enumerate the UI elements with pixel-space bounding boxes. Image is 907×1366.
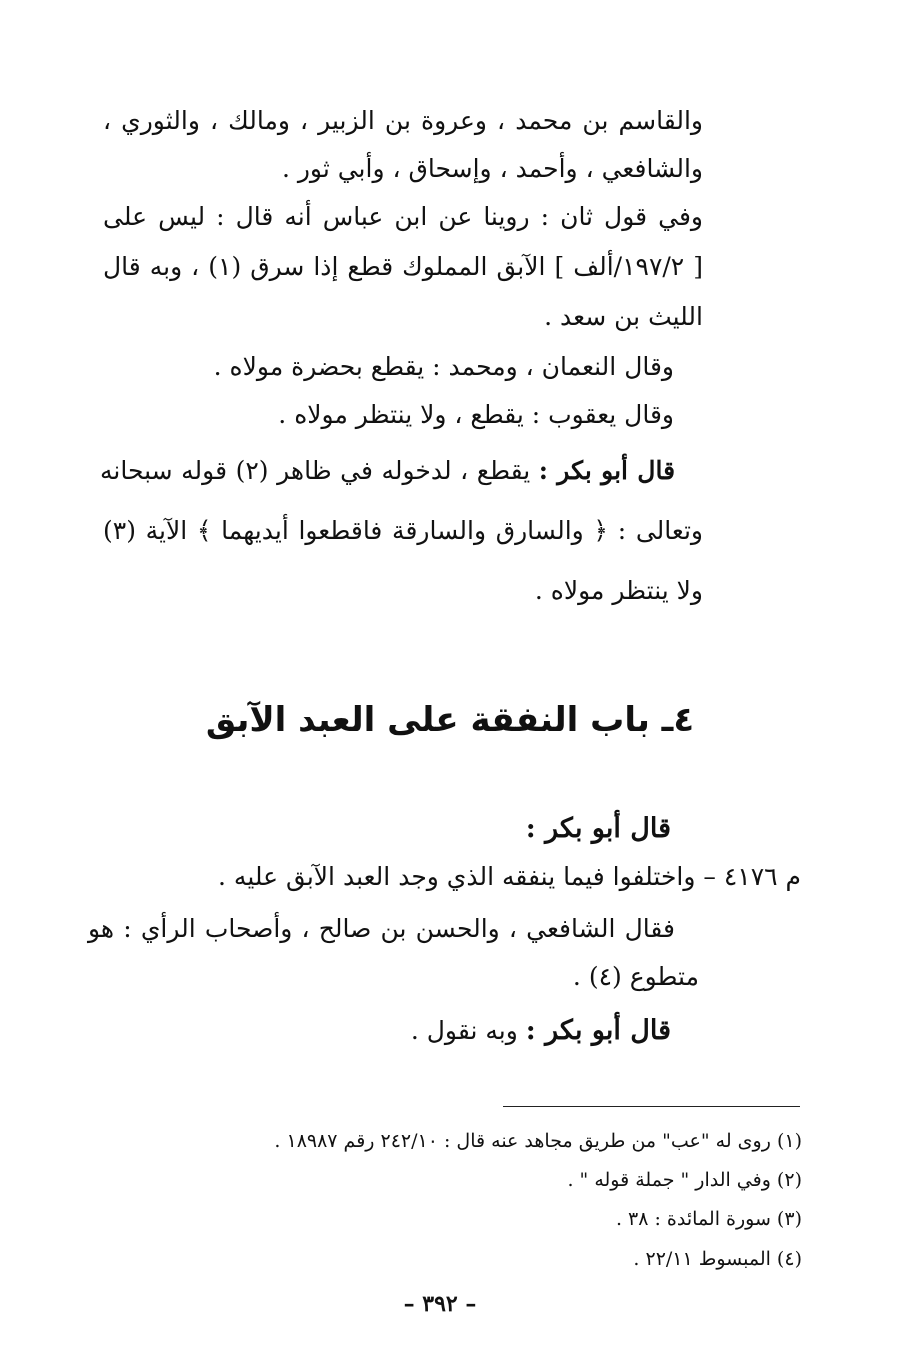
text-line-4: [ ١٩٧/٢/ألف ] الآبق المملوك قطع إذا سرق (١) ، وبه قال (103, 252, 703, 281)
text-line-1: والقاسم بن محمد ، وعروة بن الزبير ، ومالك ، والثوري ، (103, 106, 703, 135)
footnote-1: (١) روى له "عب" من طريق مجاهد عنه قال : ٢٤٢/١٠ رقم ١٨٩٨٧ . (274, 1130, 802, 1152)
text-line-5: الليث بن سعد . (544, 302, 703, 331)
section-line-2: م ٤١٧٦ – واختلفوا فيما ينفقه الذي وجد العبد الآبق عليه . (218, 862, 801, 891)
section-opening: قال أبو بكر : (525, 813, 671, 844)
text-line-3: وفي قول ثان : روينا عن ابن عباس أنه قال : ليس على (103, 202, 703, 231)
text-line-9: وتعالى : ﴿ والسارق والسارقة فاقطعوا أيديهما ﴾ الآية (٣) (103, 516, 703, 545)
abu-bakr-label: قال أبو بكر : (538, 456, 676, 485)
text-line-8 (100, 454, 675, 488)
text-line-2: والشافعي ، وأحمد ، وإسحاق ، وأبي ثور . (281, 154, 703, 183)
text-line-6: وقال النعمان ، ومحمد : يقطع بحضرة مولاه . (213, 352, 674, 381)
chapter-title: ٤ـ باب النفقة على العبد الآبق (205, 700, 695, 740)
section-line-5 (411, 1014, 671, 1048)
footnote-divider (503, 1106, 800, 1107)
footnote-3: (٣) سورة المائدة : ٣٨ . (615, 1208, 802, 1230)
section-line-3: فقال الشافعي ، والحسن بن صالح ، وأصحاب الرأي : هو (88, 914, 675, 943)
page-number: – ٣٩٢ – (403, 1291, 477, 1317)
section-line-4: متطوع (٤) . (572, 962, 699, 991)
section-line-5-rest: وبه نقول . (410, 1016, 518, 1045)
text-line-8-rest: يقطع ، لدخوله في ظاهر (٢) قوله سبحانه (100, 456, 531, 485)
text-line-7: وقال يعقوب : يقطع ، ولا ينتظر مولاه . (278, 400, 674, 429)
abu-bakr-label-2: قال أبو بكر : (525, 1015, 671, 1046)
footnote-4: (٤) المبسوط ٢٢/١١ . (633, 1248, 802, 1270)
text-line-10: ولا ينتظر مولاه . (534, 576, 703, 605)
footnote-2: (٢) وفي الدار " جملة قوله " . (567, 1169, 802, 1191)
